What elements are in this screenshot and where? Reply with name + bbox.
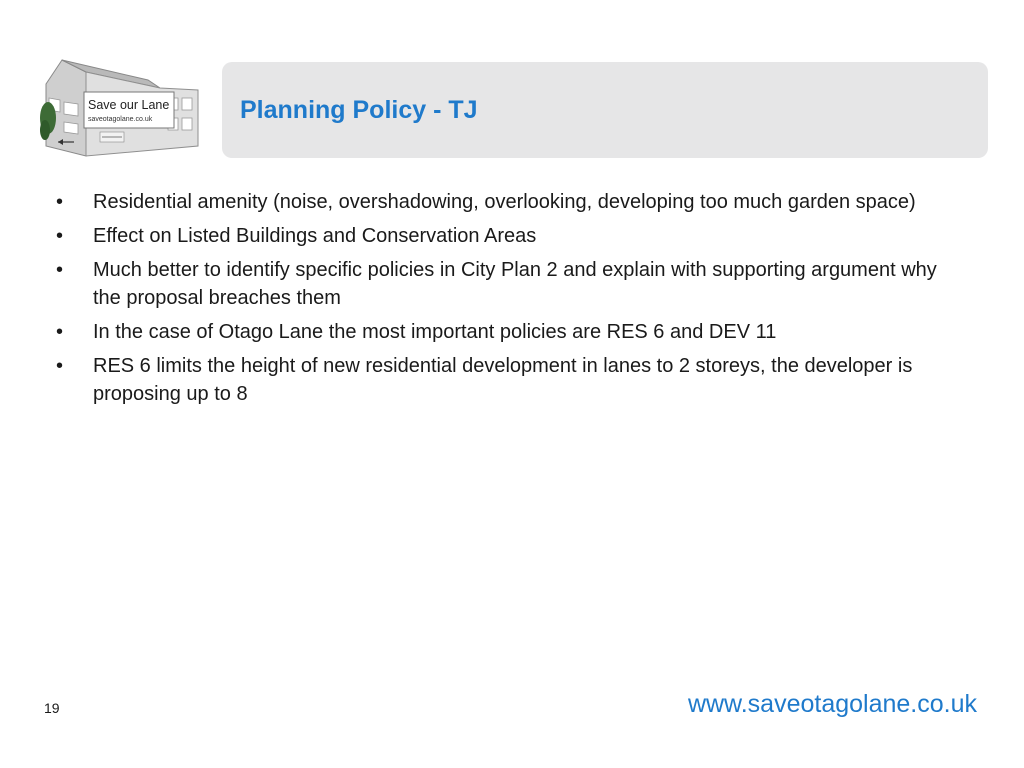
bullet-list [54,188,966,414]
list-item [54,352,966,408]
list-item-text: Residential amenity (noise, overshadowing, overlooking, developing too much garden space) [93,191,916,213]
list-item-text: Much better to identify specific policies in City Plan 2 and explain with supporting argument why the proposal breaches them [93,259,937,309]
website-link[interactable]: www.saveotagolane.co.uk [687,690,977,718]
list-item [54,318,966,346]
bullet-mark: • [56,259,64,281]
list-item-text: Effect on Listed Buildings and Conservation Areas [93,225,537,247]
list-item [54,188,966,216]
save-our-lane-logo [40,58,202,162]
title-bar [222,62,988,158]
bullet-mark: • [56,191,64,213]
logo-title: Save our Lane [88,98,170,112]
list-item-text: RES 6 limits the height of new residential development in lanes to 2 storeys, the developer is proposing up to 8 [93,355,913,405]
logo-url: saveotagolane.co.uk [88,116,153,123]
list-item [54,256,966,312]
list-item [54,222,966,250]
bullet-mark: • [56,321,64,343]
bullet-mark: • [56,355,64,377]
slide-title: Planning Policy - TJ [240,96,478,124]
building-lane-icon [40,58,202,162]
page-number: 19 [44,700,60,716]
bullet-mark: • [56,225,64,247]
list-item-text: In the case of Otago Lane the most important policies are RES 6 and DEV 11 [93,321,777,343]
